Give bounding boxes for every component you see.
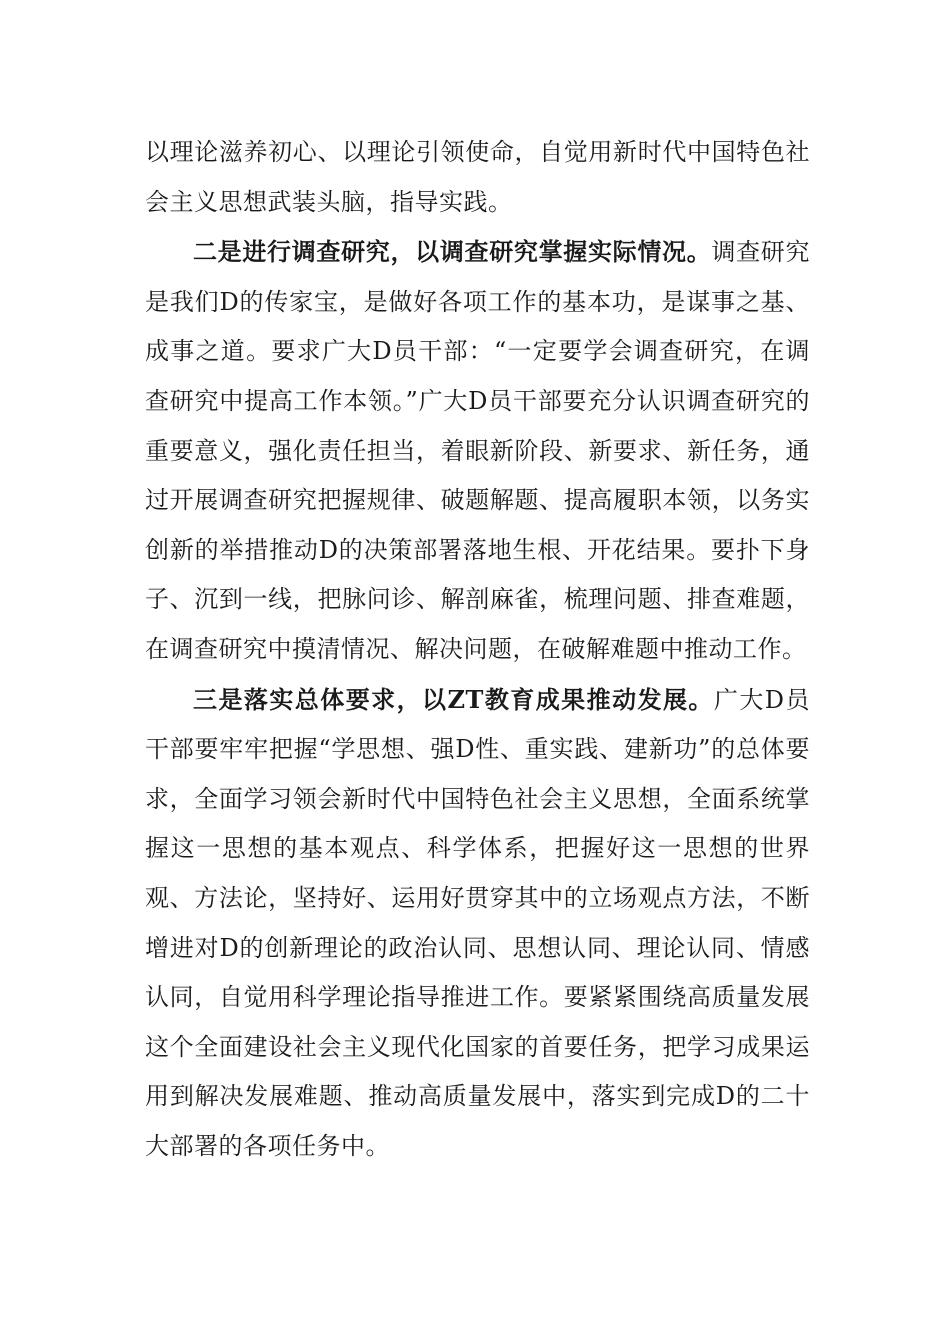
paragraph-body: 调查研究是我们D的传家宝，是做好各项工作的基本功，是谋事之基、成事之道。要求广大D员干部：“一定要学会调查研究，在调查研究中提高工作本领。”广大D员干部要充分认识调查研究的重要意义，强化责任担当，着眼新阶段、新要求、新任务，通过开展调查研究把握规律、破题解题、提高履职本领，以务实创新的举措推动D的决策部署落地生根、开花结果。要扑下身子、沉到一线，把脉问诊、解剖麻雀，梳理问题、排查难题，在调查研究中摸清情况、解决问题，在破解难题中推动工作。 [145, 238, 810, 663]
paragraph-investigation [145, 227, 810, 674]
paragraph-body: 广大D员干部要牢牢把握“学思想、强D性、重实践、建新功”的总体要求，全面学习领会新时代中国特色社会主义思想，全面系统掌握这一思想的基本观点、科学体系，把握好这一思想的世界观、方法论，坚持好、运用好贯穿其中的立场观点方法，不断增进对D的创新理论的政治认同、思想认同、理论认同、情感认同，自觉用科学理论指导推进工作。要紧紧围绕高质量发展这个全面建设社会主义现代化国家的首要任务，把学习成果运用到解决发展难题、推动高质量发展中，落实到完成D的二十大部署的各项任务中。 [145, 685, 810, 1160]
document-body [145, 128, 810, 1171]
paragraph-lead: 二是进行调查研究，以调查研究掌握实际情况。 [193, 237, 712, 267]
paragraph-body: 以理论滋养初心、以理论引领使命，自觉用新时代中国特色社会主义思想武装头脑，指导实践。 [145, 138, 810, 216]
paragraph-requirements [145, 675, 810, 1172]
paragraph-lead: 三是落实总体要求，以ZT教育成果推动发展。 [193, 684, 714, 714]
paragraph-continued [145, 128, 810, 227]
